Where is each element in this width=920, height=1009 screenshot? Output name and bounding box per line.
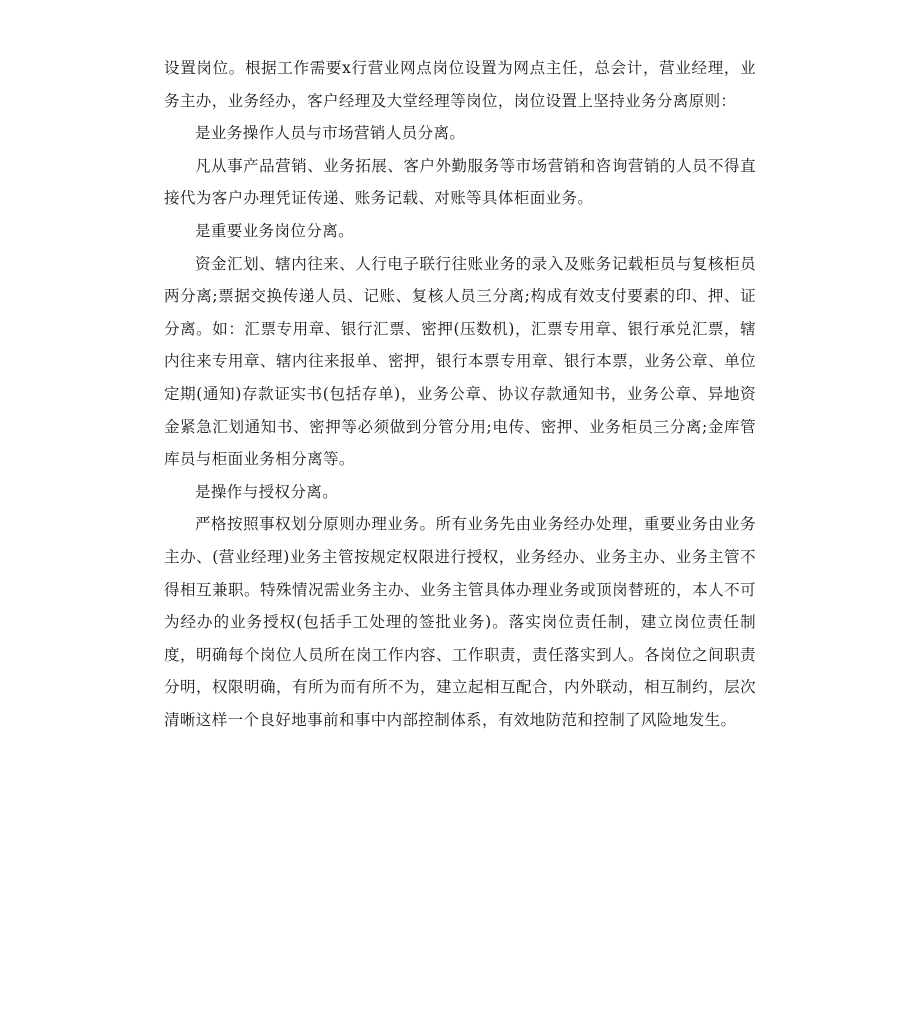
paragraph-marketing-staff-rule: 凡从事产品营销、业务拓展、客户外勤服务等市场营销和咨询营销的人员不得直接代为客户办理凭证传递、账务记载、对账等具体柜面业务。 [164,156,756,208]
paragraph-heading-key-post-separation: 是重要业务岗位分离。 [195,221,355,240]
paragraph-key-post-details: 资金汇划、辖内往来、人行电子联行往账业务的录入及账务记载柜员与复核柜员两分离;票据交换传递人员、记账、复核人员三分离;构成有效支付要素的印、押、证分离。如：汇票专用章、银行汇票、密押(压数机)，汇票专用章、银行承兑汇票，辖内往来专用章、辖内往来报单、密押，银行本票专用章、银行本票，业务公章、单位定期(通知)存款证实书(包括存单)，业务公章、协议存款通知书，业务公章、异地资金紧急汇划通知书、密押等必须做到分管分用;电传、密押、业务柜员三分离;金库管库员与柜面业务相分离等。 [164,254,756,469]
document-body [164,52,756,736]
paragraph-post-setup: 设置岗位。根据工作需要x行营业网点岗位设置为网点主任，总会计，营业经理，业务主办，业务经办，客户经理及大堂经理等岗位，岗位设置上坚持业务分离原则： [164,59,756,110]
paragraph-heading-operation-authorization-separation: 是操作与授权分离。 [195,482,339,501]
paragraph-authorization-details: 严格按照事权划分原则办理业务。所有业务先由业务经办处理，重要业务由业务主办、(营业经理)业务主管按规定权限进行授权，业务经办、业务主办、业务主管不得相互兼职。特殊情况需业务主办、业务主管具体办理业务或顶岗替班的，本人不可为经办的业务授权(包括手工处理的签批业务)。落实岗位责任制，建立岗位责任制度，明确每个岗位人员所在岗工作内容、工作职责，责任落实到人。各岗位之间职责分明，权限明确，有所为而有所不为，建立起相互配合，内外联动，相互制约，层次清晰这样一个良好地事前和事中内部控制体系，有效地防范和控制了风险地发生。 [164,515,756,729]
paragraph-heading-operation-marketing-separation: 是业务操作人员与市场营销人员分离。 [195,124,466,143]
